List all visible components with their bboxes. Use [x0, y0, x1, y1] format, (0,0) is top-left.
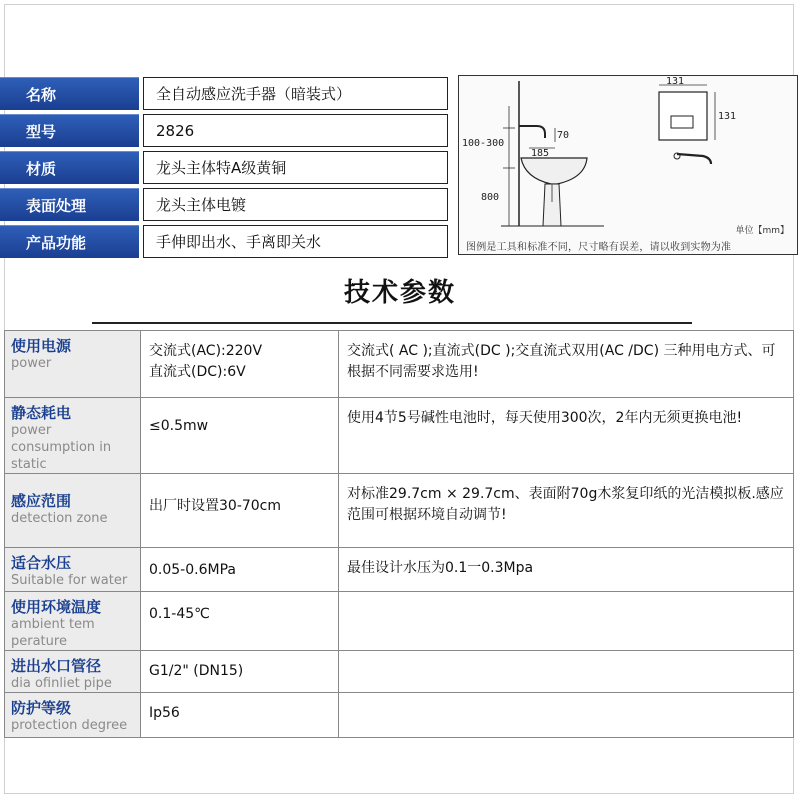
spec-value: 直流式(DC):6V: [149, 364, 246, 380]
spec-name-cn: 进出水口管径: [11, 657, 102, 675]
dim-185: 185: [531, 148, 550, 159]
spec-value: 0.05-0.6MPa: [149, 562, 236, 578]
info-value: 手伸即出水、手离即关水: [143, 225, 448, 258]
spec-row: [5, 398, 794, 474]
spec-value: 出厂时设置30-70cm: [149, 498, 282, 514]
section-heading: 技术参数: [343, 278, 456, 308]
info-value: 全自动感应洗手器（暗装式）: [143, 77, 448, 110]
spec-name-cn: 使用电源: [11, 337, 72, 355]
spec-value-cell: [141, 693, 339, 738]
spec-name-cell: [5, 548, 141, 592]
info-label: 名称: [0, 77, 139, 110]
spec-name-cn: 感应范围: [11, 492, 72, 510]
info-value: 2826: [143, 114, 448, 147]
spec-row: [5, 651, 794, 693]
spec-table: [4, 330, 794, 738]
spec-note: [339, 651, 794, 693]
dim-800: 800: [481, 192, 500, 203]
info-value: 龙头主体电镀: [143, 188, 448, 221]
spec-value: 交流式(AC):220V: [149, 343, 263, 359]
info-label: 表面处理: [0, 188, 139, 221]
spec-name-cn: 使用环境温度: [11, 598, 102, 616]
info-row-material: [0, 149, 448, 186]
diagram-disclaimer: 图例是工具和标准不同，尺寸略有误差，请以收到实物为准: [466, 242, 732, 253]
installation-diagram: [458, 75, 798, 255]
spec-name-cell: [5, 474, 141, 548]
spec-value-cell: [141, 548, 339, 592]
spec-row: [5, 331, 794, 398]
spec-note: 最佳设计水压为0.1一0.3Mpa: [339, 548, 794, 592]
heading-divider: [92, 322, 692, 324]
spec-value-cell: [141, 398, 339, 474]
dim-top-width: 131: [666, 76, 685, 87]
spec-value: 0.1-45℃: [149, 606, 210, 622]
spec-note: 对标准29.7cm × 29.7cm、表面附70g木浆复印纸的光洁模拟板.感应范围可根据环境自动调节!: [339, 474, 794, 548]
spec-row: [5, 548, 794, 592]
spec-name-en: ambient tem perature: [11, 617, 95, 649]
spec-name-cell: [5, 592, 141, 651]
spec-row: [5, 592, 794, 651]
spec-note: [339, 592, 794, 651]
spec-name-cell: [5, 331, 141, 398]
spec-value-cell: [141, 331, 339, 398]
spec-value: Ip56: [149, 705, 180, 721]
spec-row: [5, 693, 794, 738]
spec-name-cn: 适合水压: [11, 554, 72, 572]
spec-name-en: dia ofinliet pipe: [11, 676, 112, 691]
spec-name-en: protection degree: [11, 718, 128, 733]
info-value: 龙头主体特A级黄铜: [143, 151, 448, 184]
dim-70: 70: [557, 130, 570, 141]
spec-name-en: power consumption in static: [11, 423, 112, 472]
spec-name-cn: 防护等级: [11, 699, 72, 717]
spec-name-cn: 静态耗电: [11, 404, 72, 422]
spec-value: G1/2" (DN15): [149, 663, 244, 679]
spec-name-en: detection zone: [11, 511, 108, 526]
info-row-function: [0, 223, 448, 260]
info-label: 材质: [0, 151, 139, 184]
info-row-name: [0, 75, 448, 112]
spec-note: [339, 693, 794, 738]
spec-note: 交流式( AC );直流式(DC );交直流式双用(AC /DC) 三种用电方式、可根据不同需要求选用!: [339, 331, 794, 398]
spec-name-en: power: [11, 356, 52, 371]
product-info-table: [0, 75, 448, 260]
spec-value-cell: [141, 651, 339, 693]
spec-row: [5, 474, 794, 548]
spec-value-cell: [141, 474, 339, 548]
info-row-finish: [0, 186, 448, 223]
spec-name-cell: [5, 398, 141, 474]
unit-note: 单位【mm】: [735, 226, 789, 236]
info-row-model: [0, 112, 448, 149]
dim-range: 100-300: [462, 138, 505, 149]
spec-name-cell: [5, 693, 141, 738]
spec-value: ≤0.5mw: [149, 418, 209, 434]
spec-name-en: Suitable for water: [11, 573, 128, 588]
info-label: 型号: [0, 114, 139, 147]
spec-name-cell: [5, 651, 141, 693]
info-label: 产品功能: [0, 225, 139, 258]
spec-note: 使用4节5号碱性电池时，每天使用300次，2年内无须更换电池!: [339, 398, 794, 474]
dim-side-height: 131: [718, 111, 737, 122]
spec-value-cell: [141, 592, 339, 651]
